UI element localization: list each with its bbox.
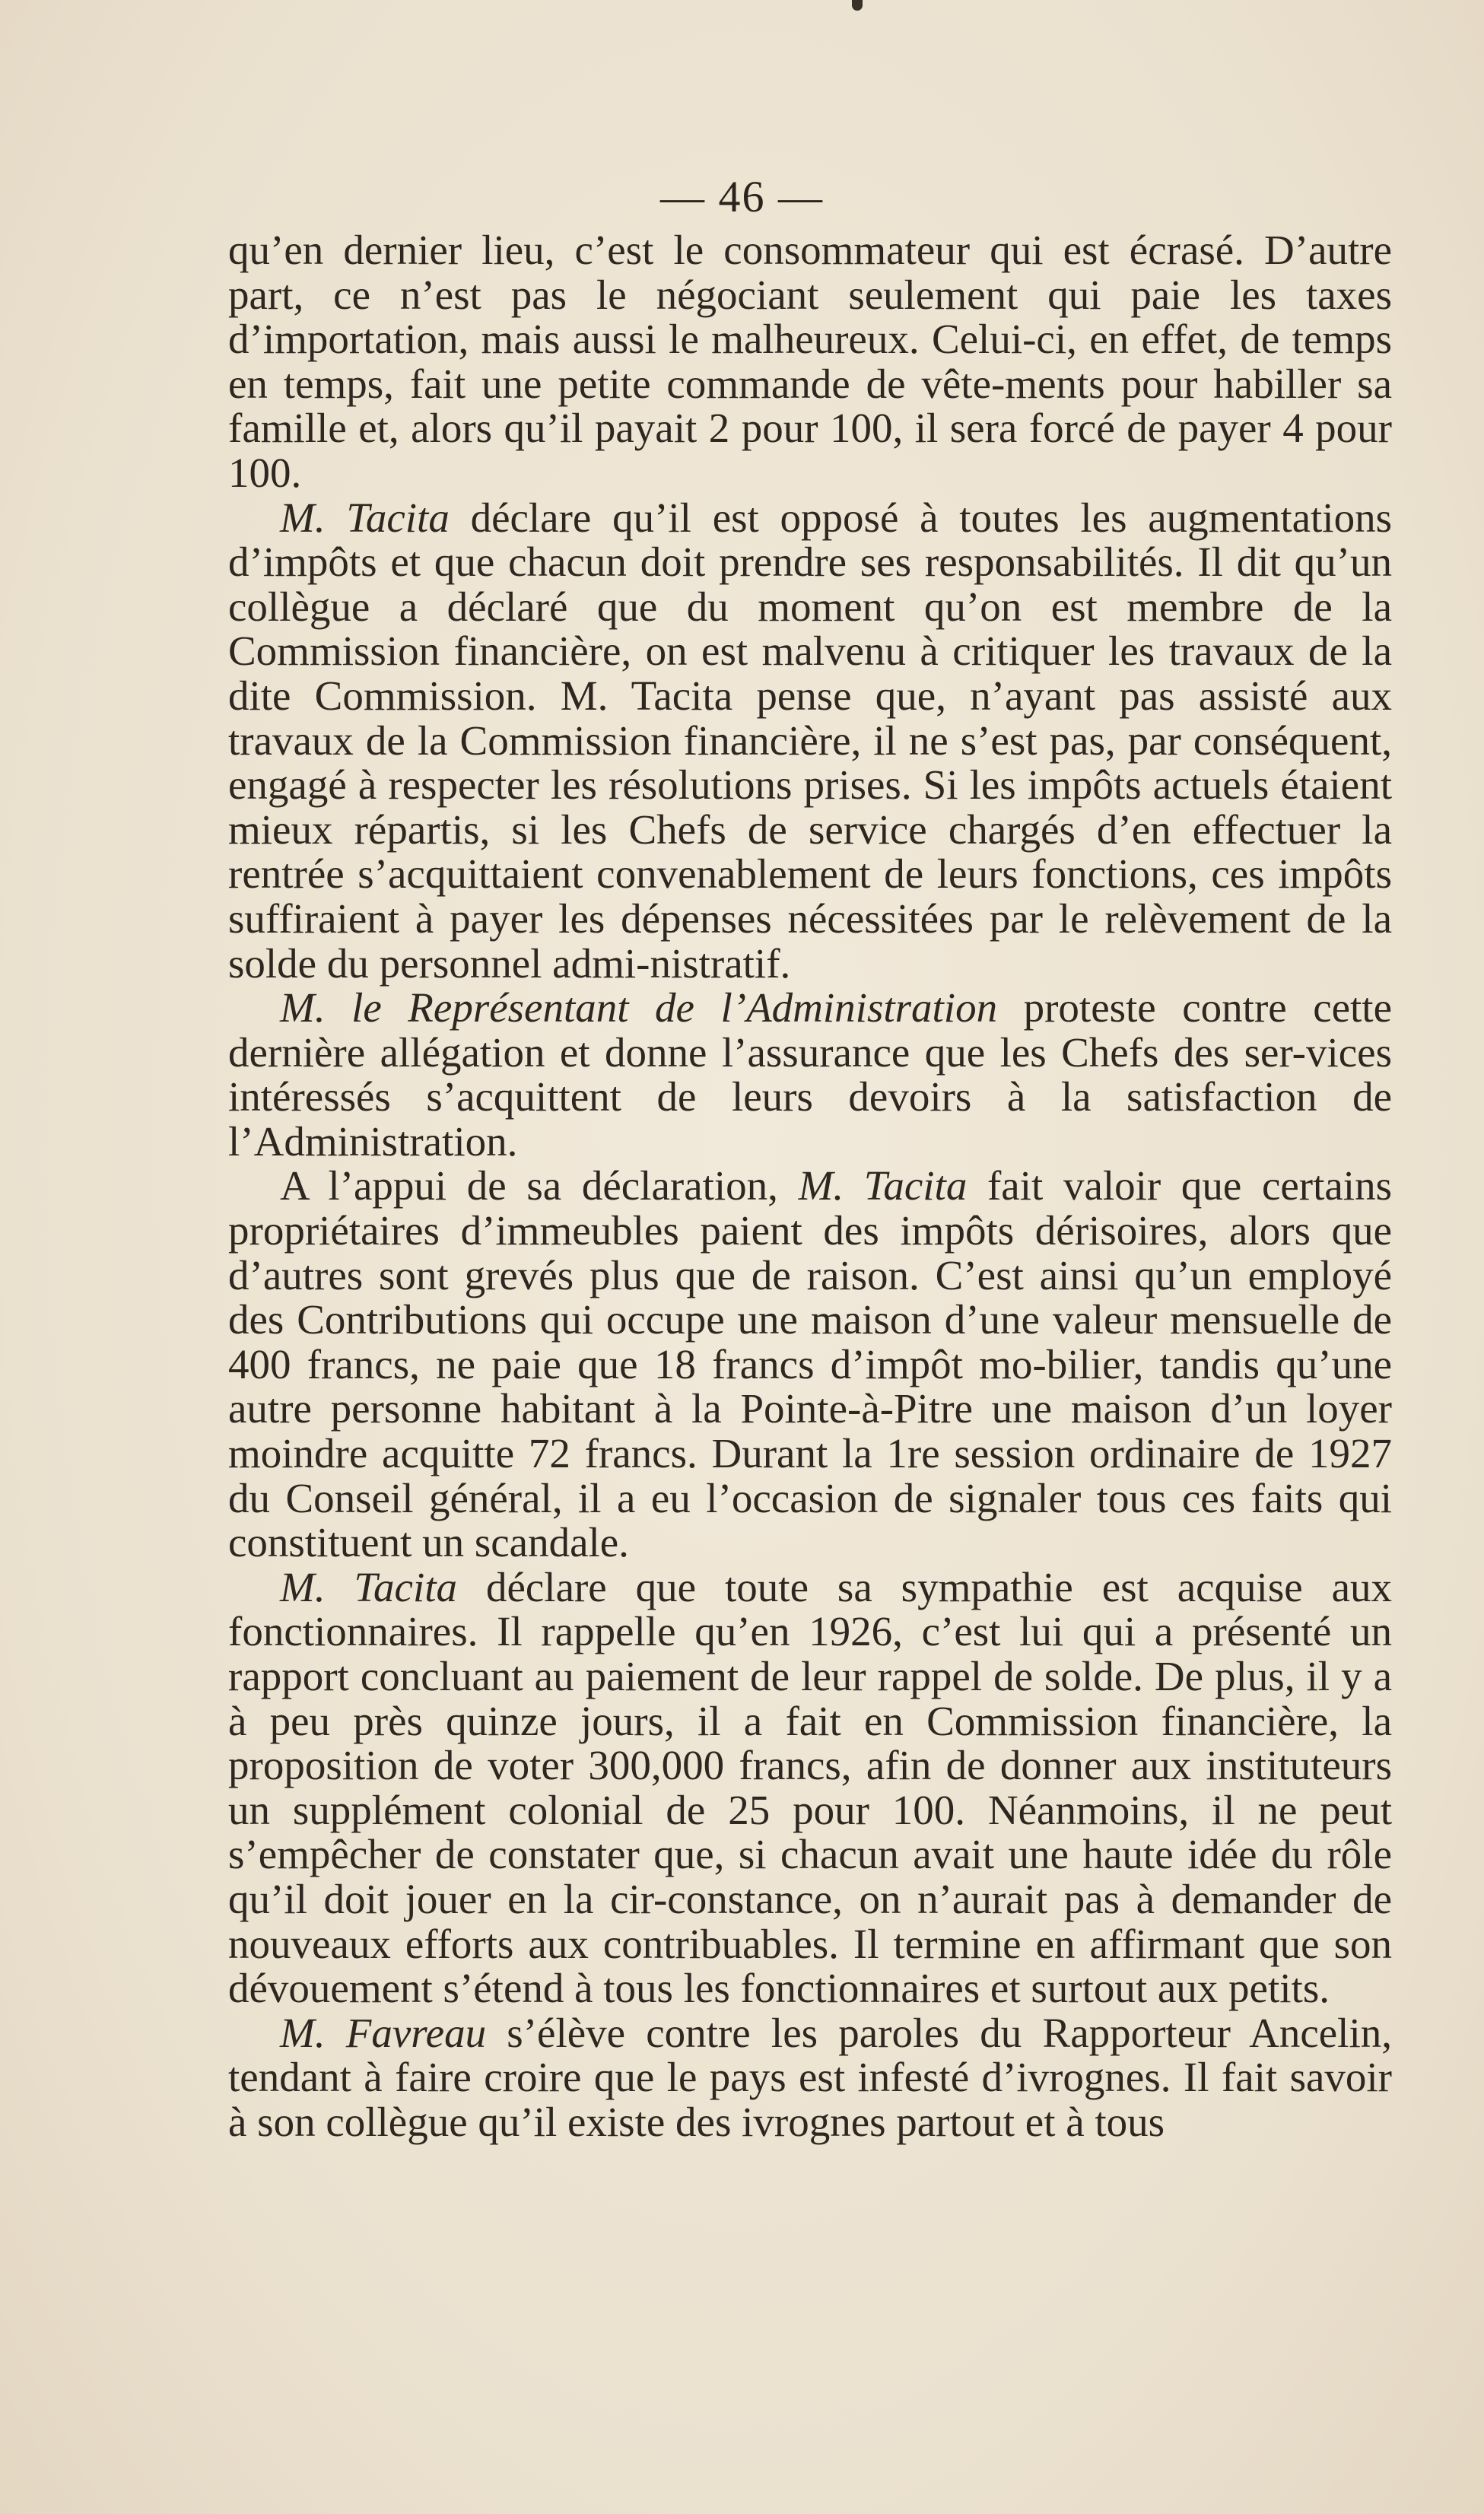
page-number: — 46 — [660, 172, 824, 221]
speaker-name: M. Tacita [798, 1162, 968, 1209]
paragraph [228, 1164, 1392, 1565]
paragraph [228, 1565, 1392, 2011]
paragraph-text: déclare qu’il est opposé à toutes les augmentations d’impôts et que chacun doit prendre ses responsabilités. Il dit qu’un collègue a déclaré que du moment qu’on est membre de la Commission financière, on est malvenu à critiquer les travaux de la dite Commission. M. Tacita pense que, n’ayant pas assisté aux travaux de la Commission financière, il ne s’est pas, par conséquent, engagé à respecter les résolutions prises. Si les impôts actuels étaient mieux répartis, si les Chefs de service chargés d’en effectuer la rentrée s’acquittaient convenablement de leurs fonctions, ces impôts suffiraient à payer les dépenses nécessitées par le relèvement de la solde du personnel admi-nistratif. [228, 494, 1392, 987]
speaker-name: M. le Représentant de l’Administration [280, 984, 998, 1031]
paragraph-text: s’élève contre les paroles du Rapporteur Ancelin, tendant à faire croire que le pays est infesté d’ivrognes. Il fait savoir à son collègue qu’il existe des ivrognes partout et à tous [228, 2009, 1392, 2145]
speaker-name: M. Favreau [280, 2009, 487, 2056]
speaker-name: M. Tacita [280, 494, 450, 541]
paragraph-text: déclare que toute sa sympathie est acquise aux fonctionnaires. Il rappelle qu’en 1926, c’est lui qui a présenté un rapport concluant au paiement de leur rappel de solde. De plus, il y a à peu près quinze jours, il a fait en Commission financière, la proposition de voter 300,000 francs, afin de donner aux instituteurs un supplément colonial de 25 pour 100. Néanmoins, il ne peut s’empêcher de constater que, si chacun avait une haute idée du rôle qu’il doit jouer en la cir-constance, on n’aurait pas à demander de nouveaux efforts aux contribuables. Il termine en affirmant que son dévouement s’étend à tous les fonctionnaires et surtout aux petits. [228, 1563, 1392, 2012]
paragraph-text: fait valoir que certains propriétaires d’immeubles paient des impôts dérisoires, alors que d’autres sont grevés plus que de raison. C’est ainsi qu’un employé des Contributions qui occupe une maison d’une valeur mensuelle de 400 francs, ne paie que 18 francs d’impôt mo-bilier, tandis qu’une autre personne habitant à la Pointe-à-Pitre une maison d’un loyer moindre acquitte 72 francs. Durant la 1re session ordinaire de 1927 du Conseil général, il a eu l’occasion de signaler tous ces faits qui constituent un scandale. [228, 1162, 1392, 1566]
paragraph [228, 228, 1392, 496]
paragraph-text: proteste contre cette dernière allégation et donne l’assurance que les Chefs des ser-vices intéressés s’acquittent de leurs devoirs à la satisfaction de l’Administration. [228, 984, 1392, 1165]
body-text [228, 228, 1392, 2145]
paragraph [228, 986, 1392, 1164]
speaker-name: M. Tacita [280, 1563, 458, 1610]
paragraph-text: qu’en dernier lieu, c’est le consommateur qui est écrasé. D’autre part, ce n’est pas le négociant seulement qui paie les taxes d’importation, mais aussi le malheureux. Celui-ci, en effet, de temps en temps, fait une petite commande de vête-ments pour habiller sa famille et, alors qu’il payait 2 pour 100, il sera forcé de payer 4 pour 100. [228, 227, 1392, 496]
paragraph-text: A l’appui de sa déclaration, [280, 1162, 799, 1209]
paragraph [228, 2011, 1392, 2145]
binding-mark [852, 0, 863, 11]
paragraph [228, 496, 1392, 987]
